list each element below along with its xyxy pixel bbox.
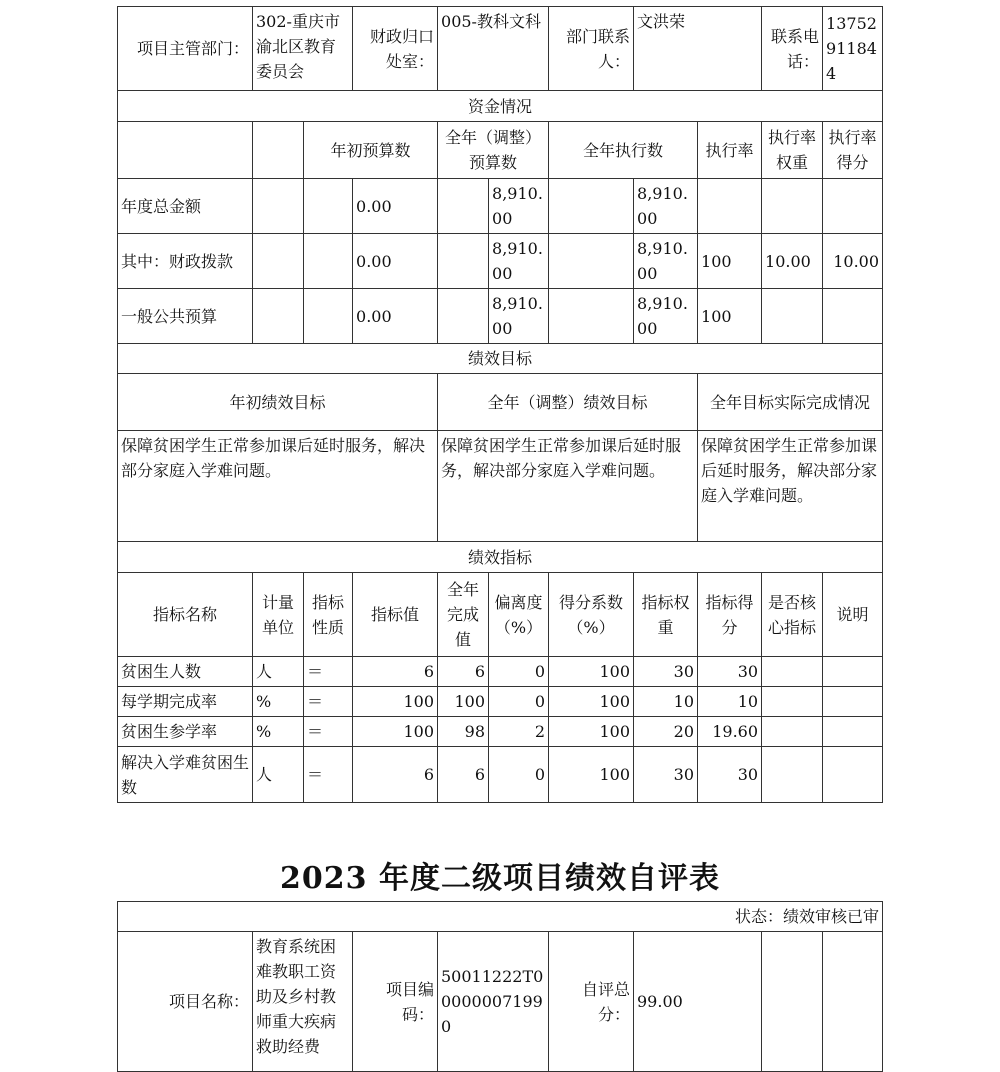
project-name-value: 教育系统困难教职工资助及乡村教师重大疾病救助经费 xyxy=(253,932,353,1072)
goals-content-row xyxy=(118,431,883,542)
ind-unit: % xyxy=(253,687,304,717)
indicator-row xyxy=(118,717,883,747)
funds-row-name: 年度总金额 xyxy=(118,179,253,234)
ind-col-core: 是否核心指标 xyxy=(762,573,823,657)
contact-label: 部门联系人： xyxy=(549,7,634,91)
funds-cell-blank xyxy=(304,179,353,234)
ind-weight: 10 xyxy=(634,687,698,717)
ind-done: 6 xyxy=(438,657,489,687)
funds-row-adjusted: 8,910.00 xyxy=(489,179,549,234)
dept-label: 项目主管部门： xyxy=(118,7,253,91)
funds-row-initial: 0.00 xyxy=(353,179,438,234)
ind-col-unit: 计量单位 xyxy=(253,573,304,657)
funds-cell-blank xyxy=(253,289,304,344)
goals-col-actual: 全年目标实际完成情况 xyxy=(698,374,883,431)
indicator-row xyxy=(118,687,883,717)
ind-name: 每学期完成率 xyxy=(118,687,253,717)
funds-section-title: 资金情况 xyxy=(118,91,883,122)
goals-actual-text: 保障贫困学生正常参加课后延时服务，解决部分家庭入学难问题。 xyxy=(698,431,883,542)
funds-row xyxy=(118,234,883,289)
funds-cell-blank xyxy=(438,289,489,344)
funds-cell-blank xyxy=(438,234,489,289)
ind-note xyxy=(823,717,883,747)
funds-cell-blank xyxy=(304,234,353,289)
project-name-label: 项目名称： xyxy=(118,932,253,1072)
ind-col-done: 全年完成值 xyxy=(438,573,489,657)
ind-nature: ＝ xyxy=(304,687,353,717)
ind-nature: ＝ xyxy=(304,657,353,687)
ind-dev: 0 xyxy=(489,657,549,687)
dept-value: 302-重庆市渝北区教育委员会 xyxy=(253,7,353,91)
ind-dev: 0 xyxy=(489,747,549,803)
funds-row-adjusted: 8,910.00 xyxy=(489,289,549,344)
project-code-value: 50011222T000000071990 xyxy=(438,932,549,1072)
ind-core xyxy=(762,717,823,747)
ind-note xyxy=(823,687,883,717)
ind-col-dev: 偏离度（%） xyxy=(489,573,549,657)
funds-row-weight xyxy=(762,289,823,344)
ind-score: 10 xyxy=(698,687,762,717)
funds-col-score: 执行率得分 xyxy=(823,122,883,179)
page-title: 2023 年度二级项目绩效自评表 xyxy=(280,861,720,896)
funds-cell-blank xyxy=(438,179,489,234)
blank-cell xyxy=(762,932,823,1072)
ind-col-name: 指标名称 xyxy=(118,573,253,657)
ind-core xyxy=(762,747,823,803)
ind-coef: 100 xyxy=(549,687,634,717)
funds-row xyxy=(118,289,883,344)
indicators-header-row xyxy=(118,573,883,657)
funds-row-rate: 100 xyxy=(698,234,762,289)
ind-core xyxy=(762,687,823,717)
funds-row-initial: 0.00 xyxy=(353,289,438,344)
ind-dev: 2 xyxy=(489,717,549,747)
ind-nature: ＝ xyxy=(304,747,353,803)
ind-core xyxy=(762,657,823,687)
funds-cell-blank xyxy=(304,289,353,344)
contact-value: 文洪荣 xyxy=(634,7,762,91)
funds-section-row xyxy=(118,91,883,122)
funds-row-name: 其中：财政拨款 xyxy=(118,234,253,289)
ind-unit: 人 xyxy=(253,657,304,687)
ind-unit: % xyxy=(253,717,304,747)
funds-header-blank xyxy=(118,122,253,179)
funds-col-adjusted: 全年（调整）预算数 xyxy=(438,122,549,179)
funds-row-rate xyxy=(698,179,762,234)
ind-weight: 30 xyxy=(634,657,698,687)
funds-row-executed: 8,910.00 xyxy=(634,179,698,234)
goals-header-row xyxy=(118,374,883,431)
funds-row-initial: 0.00 xyxy=(353,234,438,289)
ind-value: 100 xyxy=(353,717,438,747)
header-row xyxy=(118,7,883,91)
ind-name: 贫困生人数 xyxy=(118,657,253,687)
funds-col-initial: 年初预算数 xyxy=(304,122,438,179)
ind-score: 19.60 xyxy=(698,717,762,747)
funds-row-name: 一般公共预算 xyxy=(118,289,253,344)
goals-adjusted-text: 保障贫困学生正常参加课后延时服务，解决部分家庭入学难问题。 xyxy=(438,431,698,542)
project-code-label: 项目编码： xyxy=(353,932,438,1072)
funds-header-blank xyxy=(253,122,304,179)
ind-coef: 100 xyxy=(549,717,634,747)
funds-cell-blank xyxy=(549,289,634,344)
phone-value: 13752911844 xyxy=(823,7,883,91)
indicators-section-row xyxy=(118,542,883,573)
ind-weight: 30 xyxy=(634,747,698,803)
funds-row-score: 10.00 xyxy=(823,234,883,289)
funds-cell-blank xyxy=(253,179,304,234)
ind-col-note: 说明 xyxy=(823,573,883,657)
ind-col-weight: 指标权重 xyxy=(634,573,698,657)
funds-col-rate: 执行率 xyxy=(698,122,762,179)
ind-done: 6 xyxy=(438,747,489,803)
phone-label: 联系电话： xyxy=(762,7,823,91)
ind-col-value: 指标值 xyxy=(353,573,438,657)
funds-col-executed: 全年执行数 xyxy=(549,122,698,179)
evaluation-table-part2 xyxy=(117,901,882,1072)
ind-col-coef: 得分系数（%） xyxy=(549,573,634,657)
funds-cell-blank xyxy=(253,234,304,289)
funds-row-executed: 8,910.00 xyxy=(634,234,698,289)
goals-col-adjusted: 全年（调整）绩效目标 xyxy=(438,374,698,431)
indicator-row xyxy=(118,747,883,803)
funds-row-weight: 10.00 xyxy=(762,234,823,289)
ind-nature: ＝ xyxy=(304,717,353,747)
funds-row-executed: 8,910.00 xyxy=(634,289,698,344)
ind-dev: 0 xyxy=(489,687,549,717)
ind-score: 30 xyxy=(698,747,762,803)
funds-row-score xyxy=(823,179,883,234)
ind-value: 6 xyxy=(353,747,438,803)
ind-name: 贫困生参学率 xyxy=(118,717,253,747)
finance-value: 005-教科文科 xyxy=(438,7,549,91)
funds-row-rate: 100 xyxy=(698,289,762,344)
goals-section-row xyxy=(118,344,883,374)
ind-score: 30 xyxy=(698,657,762,687)
ind-unit: 人 xyxy=(253,747,304,803)
finance-label: 财政归口处室： xyxy=(353,7,438,91)
ind-col-nature: 指标性质 xyxy=(304,573,353,657)
ind-weight: 20 xyxy=(634,717,698,747)
funds-row-score xyxy=(823,289,883,344)
indicator-row xyxy=(118,657,883,687)
blank-cell xyxy=(823,932,883,1072)
ind-done: 100 xyxy=(438,687,489,717)
ind-coef: 100 xyxy=(549,657,634,687)
indicators-section-title: 绩效指标 xyxy=(118,542,883,573)
goals-initial-text: 保障贫困学生正常参加课后延时服务，解决部分家庭入学难问题。 xyxy=(118,431,438,542)
self-score-label: 自评总分： xyxy=(549,932,634,1072)
funds-row-weight xyxy=(762,179,823,234)
status-badge: 状态：绩效审核已审 xyxy=(118,902,883,932)
ind-value: 100 xyxy=(353,687,438,717)
funds-header-row xyxy=(118,122,883,179)
evaluation-table-part1 xyxy=(117,6,882,803)
ind-note xyxy=(823,747,883,803)
funds-row xyxy=(118,179,883,234)
ind-done: 98 xyxy=(438,717,489,747)
funds-col-weight: 执行率权重 xyxy=(762,122,823,179)
goals-section-title: 绩效目标 xyxy=(118,344,883,374)
funds-row-adjusted: 8,910.00 xyxy=(489,234,549,289)
ind-note xyxy=(823,657,883,687)
ind-name: 解决入学难贫困生数 xyxy=(118,747,253,803)
self-score-value: 99.00 xyxy=(634,932,762,1072)
funds-cell-blank xyxy=(549,179,634,234)
goals-col-initial: 年初绩效目标 xyxy=(118,374,438,431)
funds-cell-blank xyxy=(549,234,634,289)
ind-coef: 100 xyxy=(549,747,634,803)
ind-value: 6 xyxy=(353,657,438,687)
status-row xyxy=(118,902,883,932)
ind-col-score: 指标得分 xyxy=(698,573,762,657)
project-info-row xyxy=(118,932,883,1072)
